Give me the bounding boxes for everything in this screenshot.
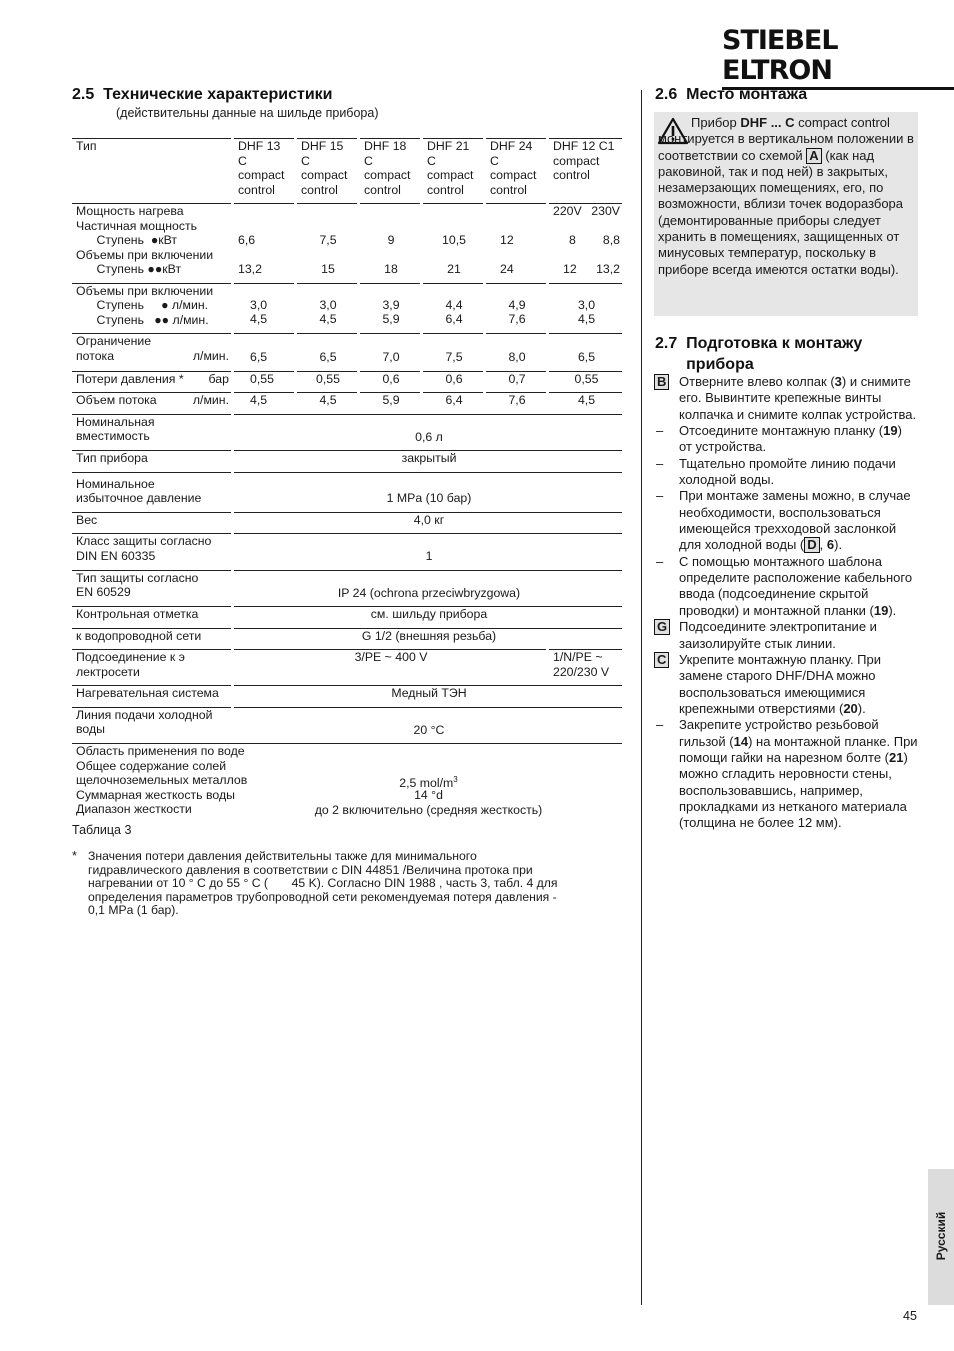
ip-label: Тип защиты согласно EN 60529 <box>72 570 231 603</box>
pressure-cell: 0,7 <box>486 371 546 389</box>
volflow-cell: 4,5 <box>549 392 622 410</box>
table-row <box>72 333 622 367</box>
application-label: Область применения по воде Общее содержание солей щелочноземельных металлов Суммарная жесткость воды Диапазон жесткости <box>76 744 248 816</box>
dash-bullet: – <box>656 553 664 569</box>
weight-label: Вес <box>72 512 231 530</box>
section-number: 2.5 <box>72 86 95 103</box>
table-row <box>72 628 622 646</box>
dash-bullet: – <box>656 423 664 439</box>
section-title: Место монтажа <box>686 86 808 103</box>
table-row <box>72 414 622 447</box>
limit-cell: 8,0 <box>486 333 546 367</box>
flow-label: Объемы при включении Ступень ● л/мин. Ступень ●● л/мин. <box>72 283 231 330</box>
figure-ref-d: D <box>804 537 819 553</box>
nominal-vol-label: Номинальная вместимость <box>72 414 231 447</box>
figure-ref-b: B <box>654 374 669 390</box>
brand-logo: STIEBEL ELTRON <box>722 26 954 90</box>
dash-bullet: – <box>656 717 664 733</box>
table-row <box>72 472 622 508</box>
list-item: – Отсоедините монтажную планку (19) от устройства. <box>656 423 902 455</box>
footnote-star: * <box>72 849 77 863</box>
limit-cell: 6,5 <box>549 333 622 367</box>
overpressure-value: 1 MPa (10 бар) <box>234 472 622 508</box>
power-cell: 6,6 13,2 <box>234 203 294 279</box>
mark-value: см. шильду прибора <box>234 606 622 624</box>
power-cell: 7,5 15 <box>297 203 357 279</box>
flow-cell: 3,9 5,9 <box>360 283 420 330</box>
power-cell: 9 18 <box>360 203 420 279</box>
nominal-vol-value: 0,6 л <box>234 414 622 447</box>
language-tab-label: Русский <box>934 1211 948 1261</box>
flow-cell: 4,4 6,4 <box>423 283 483 330</box>
section-2-6-heading <box>655 86 807 104</box>
protection-class-label: Класс защиты согласно DIN EN 60335 <box>72 533 231 566</box>
list-item: – Тщательно промойте линию подачи холодной воды. <box>656 455 896 488</box>
application-value-salts: 2,5 mol/$m^3$ <box>399 775 458 791</box>
table-row <box>72 371 622 389</box>
electric-label: Подсоединение к э лектросети <box>72 649 231 681</box>
model-cell: DHF 24 C compact control <box>486 138 546 199</box>
table-row <box>72 606 622 624</box>
power-cell: 10,5 21 <box>423 203 483 279</box>
list-item: C Укрепите монтажную планку. При замене старого DHF/DHA можно воспользоваться имеющимися крепежными отверстиями (20). <box>654 652 918 717</box>
table-row <box>72 283 622 330</box>
table-row <box>72 203 622 279</box>
limit-cell: 7,0 <box>360 333 420 367</box>
pressure-cell: 0,6 <box>360 371 420 389</box>
heating-value: Медный ТЭН <box>234 685 622 703</box>
section-2-7-heading <box>655 333 862 375</box>
list-item: – При монтаже замены можно, в случае необходимости, воспользоваться имеющейся трехходовой заслонкой для холодной воды ( D , 6). <box>656 488 911 553</box>
ip-value: IP 24 (ochrona przeciwbryzgowa) <box>234 570 622 603</box>
model-cell: DHF 18 C compact control <box>360 138 420 199</box>
table-row <box>72 450 622 468</box>
section-2-5-heading <box>72 86 333 104</box>
pressure-cell: 0,6 <box>423 371 483 389</box>
section-number: 2.6 <box>655 86 678 103</box>
section-title: Технические характеристики <box>103 86 333 103</box>
tech-spec-table <box>69 134 625 822</box>
limit-cell: 6,5 <box>297 333 357 367</box>
volflow-cell: 4,5 <box>297 392 357 410</box>
overpressure-label: Номинальное избыточное давление <box>72 472 231 508</box>
table-row <box>72 570 622 603</box>
limit-cell: 7,5 <box>423 333 483 367</box>
device-type-label: Тип прибора <box>72 450 231 468</box>
electric-value: 3/PE ~ 400 V <box>234 649 546 681</box>
flow-cell: 3,0 4,5 <box>234 283 294 330</box>
list-item: – С помощью монтажного шаблона определите расположение кабельного ввода (подсоединение скрытой проводки) и монтажной планки (19). <box>656 553 913 618</box>
flow-cell: 3,0 4,5 <box>297 283 357 330</box>
electric-value-c1: 1/N/PE ~ 220/230 V <box>549 649 622 681</box>
section-number: 2.7 <box>655 335 678 352</box>
device-type-value: закрытый <box>234 450 622 468</box>
cold-value: 20 °C <box>234 707 622 740</box>
footnote-text: Значения потери давления действительны также для минимального гидравлического давления в соответствии с DIN 44851 /Величина протока при нагревании от 10 ° C до 55 ° C ( 45 K). Согласно DIN 1988 , часть 3, табл. 4 для определения параметров трубопроводной сети рекомендуемая потеря давления - 0,1 MPa (1 бар). <box>88 849 558 917</box>
warning-text: Прибор DHF ... C compact control монтируется в вертикальном положении в соответствии со схемой A (как над раковиной, так и под ней) в закрытых, незамерзающих помещениях, его, по возможности, вблизи точек водоразбора (демонтированные приборы следует хранить в помещениях, защищенных от минусовых температур, поскольку в приборе всегда имеются остатки воды). <box>658 115 914 277</box>
volflow-cell: 5,9 <box>360 392 420 410</box>
volflow-cell: 6,4 <box>423 392 483 410</box>
model-cell: DHF 15 C compact control <box>297 138 357 199</box>
application-value-hardness: 14 °d <box>414 788 443 802</box>
section-title: Подготовка к монтажу прибора <box>686 335 863 373</box>
mark-label: Контрольная отметка <box>72 606 231 624</box>
table-row <box>72 138 622 199</box>
figure-ref-g: G <box>654 619 670 635</box>
table-row <box>72 649 622 681</box>
section-2-5-subtitle: (действительны данные на шильде прибора) <box>116 106 379 120</box>
pressure-label: Потери давления * бар <box>72 371 231 389</box>
table-row <box>72 743 622 818</box>
table-row <box>72 707 622 740</box>
application-value-range: до 2 включительно (средняя жесткость) <box>314 803 543 817</box>
model-cell: DHF 12 C1 compact control <box>549 138 622 199</box>
model-cell: DHF 13 C compact control <box>234 138 294 199</box>
pressure-cell: 0,55 <box>297 371 357 389</box>
dash-bullet: – <box>656 455 664 471</box>
power-label: Мощность нагрева Частичная мощность Ступень ●кВт Объемы при включении Ступень ●●кВт <box>72 203 231 279</box>
water-label: к водопроводной сети <box>72 628 231 646</box>
water-value: G 1/2 (внешняя резьба) <box>234 628 622 646</box>
volflow-label: Объем потока л/мин. <box>72 392 231 410</box>
protection-class-value: 1 <box>234 533 622 566</box>
dash-bullet: – <box>656 488 664 504</box>
pressure-cell: 0,55 <box>549 371 622 389</box>
list-item: – Закрепите устройство резьбовой гильзой (14) на монтажной планке. При помощи гайки на нарезном болте (21) можно сгладить неровности стены, воспользовавшись, например, прокладками из нетканого материала (толщина не более 12 мм). <box>656 717 918 831</box>
limit-label: Ограничение потока л/мин. <box>72 333 231 367</box>
list-item: G Подсоедините электропитание и заизолируйте стык линии. <box>654 619 918 652</box>
table-caption: Таблица 3 <box>72 823 132 837</box>
page-number: 45 <box>903 1309 917 1323</box>
column-divider <box>641 90 642 1305</box>
weight-value: 4,0 кг <box>234 512 622 530</box>
cold-label: Линия подачи холодной воды <box>72 707 231 740</box>
table-row <box>72 392 622 410</box>
table-row <box>72 685 622 703</box>
model-cell: DHF 21 C compact control <box>423 138 483 199</box>
power-cell-c1: 220V 230V 8 8,8 12 13,2 <box>549 203 622 279</box>
figure-ref-a: A <box>806 148 821 164</box>
table-row <box>72 512 622 530</box>
volflow-cell: 4,5 <box>234 392 294 410</box>
pressure-cell: 0,55 <box>234 371 294 389</box>
list-item: B Отверните влево колпак (3) и снимите его. Вывинтите крепежные винты колпачка и снимите колпак устройства. <box>654 374 918 423</box>
power-cell: 12 24 <box>486 203 546 279</box>
limit-cell: 6,5 <box>234 333 294 367</box>
table-row <box>72 533 622 566</box>
type-label: Тип <box>72 138 231 199</box>
install-steps <box>654 374 918 832</box>
flow-cell: 3,0 4,5 <box>549 283 622 330</box>
flow-cell: 4,9 7,6 <box>486 283 546 330</box>
heating-label: Нагревательная система <box>72 685 231 703</box>
volflow-cell: 7,6 <box>486 392 546 410</box>
figure-ref-c: C <box>654 652 669 668</box>
application-cell <box>72 743 622 818</box>
